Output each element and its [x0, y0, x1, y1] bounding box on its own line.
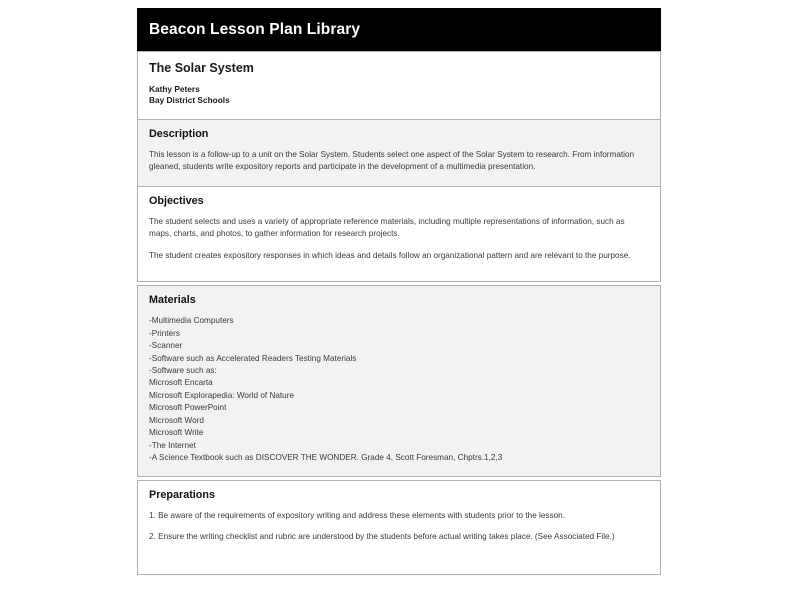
section-materials	[137, 285, 661, 477]
author-name: Kathy Peters	[149, 83, 200, 94]
list-item: Microsoft Encarta	[149, 378, 213, 388]
page-title: The Solar System	[149, 61, 254, 75]
materials-list	[149, 315, 649, 465]
list-item: -Scanner	[149, 341, 183, 351]
list-item: -Multimedia Computers	[149, 316, 234, 326]
site-title: Beacon Lesson Plan Library	[149, 20, 361, 38]
preparation-item: 2. Ensure the writing checklist and rubric are understood by the students before actual writing takes place. (See Associated File.)	[149, 532, 615, 542]
lesson-plan-document	[137, 0, 661, 600]
list-item: Microsoft PowerPoint	[149, 403, 227, 413]
list-item: Microsoft Explorapedia: World of Nature	[149, 390, 295, 400]
list-item: Microsoft Write	[149, 428, 204, 438]
section-heading-description: Description	[149, 128, 209, 141]
list-item: Microsoft Word	[149, 415, 204, 425]
list-item: -Software such as Accelerated Readers Testing Materials	[149, 353, 357, 363]
section-description	[137, 120, 661, 187]
objective-item: The student creates expository responses in which ideas and details follow an organizational pattern and are relevant to the purpose.	[149, 250, 631, 260]
section-objectives	[137, 187, 661, 282]
lesson-title-block	[137, 51, 661, 120]
preparation-item: 1. Be aware of the requirements of expository writing and address these elements with students prior to the lesson.	[149, 510, 565, 520]
objective-item: The student selects and uses a variety of appropriate reference materials, including multiple representations of information, such as maps, charts, and photos, to gather information for research projects.	[149, 216, 625, 239]
description-body: This lesson is a follow-up to a unit on the Solar System. Students select one aspect of the Solar System to research. From information gleaned, students write expository reports and participate in the development of a multimedia presentation.	[149, 150, 635, 172]
masthead-banner	[137, 8, 661, 51]
section-heading-objectives: Objectives	[149, 194, 204, 207]
section-heading-preparations: Preparations	[149, 488, 216, 501]
list-item: -A Science Textbook such as DISCOVER THE WONDER. Grade 4, Scott Foresman, Chptrs.1,2,3	[149, 453, 503, 463]
list-item: -Printers	[149, 328, 180, 338]
section-heading-materials: Materials	[149, 294, 196, 307]
byline	[149, 84, 649, 106]
section-preparations	[137, 480, 661, 575]
list-item: -Software such as:	[149, 365, 217, 375]
list-item: -The Internet	[149, 440, 196, 450]
author-organization: Bay District Schools	[149, 94, 230, 105]
